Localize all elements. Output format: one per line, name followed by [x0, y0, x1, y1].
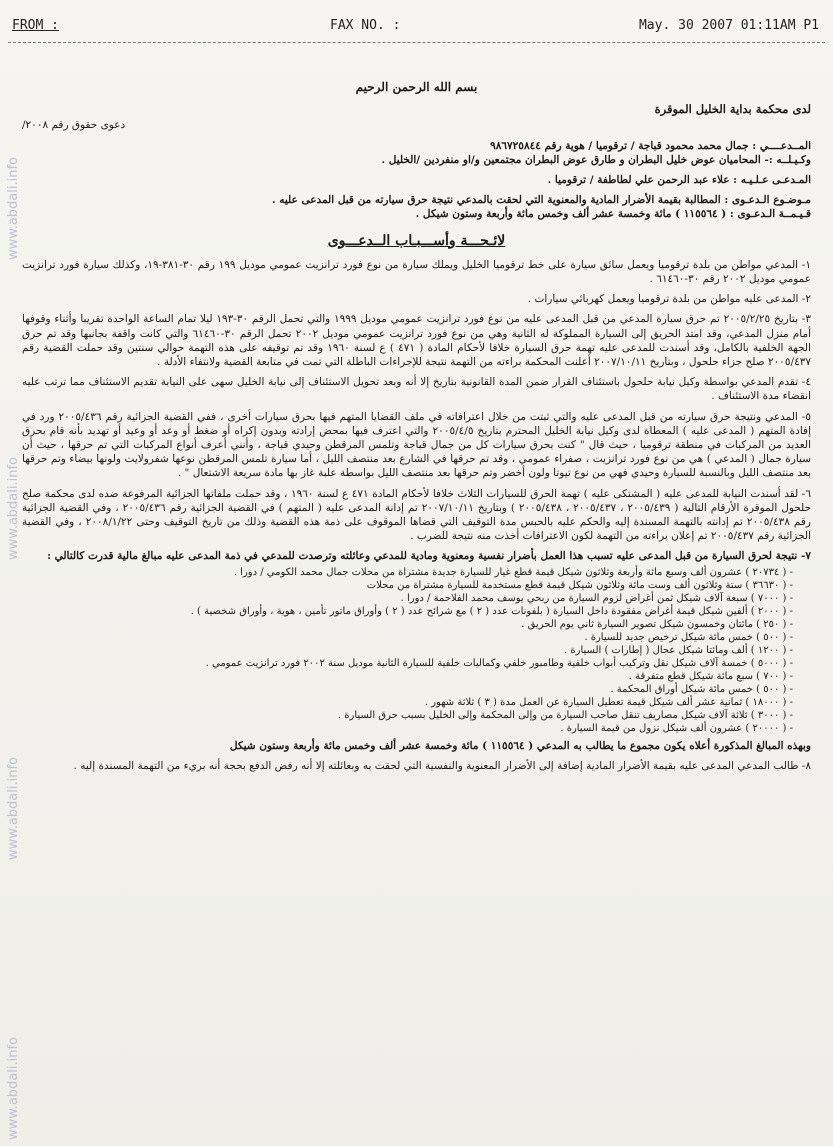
watermark: www.abdali.info — [6, 1036, 21, 1140]
damages-list — [22, 566, 811, 735]
paragraph-3: ٣- بتاريخ ٢٠٠٥/٢/٢٥ تم حرق سيارة المدعي من قبل المدعى عليه من نوع فورد ترانزيت عمومي موديل ١٩٩٩ والتي تحمل الرقم ٣٠-١٩٣ ليلا تمام الساعة الواحدة تقريبا وأثناء وقوفها أمام منزل المدعي، وقد امتد الحريق إلى السيارة المملوكة له الثانية وهي من نوع فورد ترانزيت عمومي موديل ٢٠٠٢ تحمل الرقم ٣٠-٦١٤٦٠ والتي كانت واقفة بجانبها وقد تم حرق الجهة الخلفية بالكامل، وقد أسندت للمدعى عليه تهمة حرق السيارة خلافا لأحكام المادة ( ٤٧١ ) ع لسنة ١٩٦٠ وقد تم توقيفه على هذه التهمة حوالي سنتين وقد حملت القضية رقم ٢٠٠٥/٤٣٧ صلح جزاء حلحول ، وبتاريخ ٢٠٠٧/١٠/١١ أعلنت المحكمة براءته من التهمة نتيجة للإجراءات الباطلة التي تمت في متابعة القضية ولانتفاء الأدلة . — [22, 313, 811, 369]
paragraph-6: ٦- لقد أسندت النيابة للمدعى عليه ( المشتكى عليه ) تهمة الحرق للسيارات الثلاث خلافا لأحكام المادة ٤٧١ ع لسنة ١٩٦٠ ، وقد حملت ملفاتها الجزائية المرفوعة ضده لدى محكمة صلح حلحول الموقرة الأرقام التالية ( ٢٠٠٥/٤٣٩ ، ٢٠٠٥/٤٣٧ ، ٢٠٠٥/٤٣٨ ) وبتاريخ ٢٠٠٧/١٠/١١ تم إدانة المدعى عليه ( المتهم ) في القضية الجزائية رقم ٢٠٠٥/٤٣٦ ، وفي القضية الجزائية رقم ٢٠٠٥/٤٣٨ تم إدانته بالتهمة المسندة إليه والحكم عليه بالحبس مدة التوقيف التي قضاها الموقوف على ذمة هذه القضية وذلك من تاريخ التوقيف وحتى ٢٠٠٨/١/٢٢ ، وفي القضية الجزائية رقم ٢٠٠٥/٤٣٧ تم إعلان براءته من التهمة لكون الاعترافات أخذت منه نتيجة للضرب . — [22, 487, 812, 543]
paragraph-4: ٤- تقدم المدعي بواسطة وكيل نيابة حلحول باستئناف القرار ضمن المدة القانونية بتاريخ إلا أنه وبعد تحويل الاستئناف إلى نيابة الخليل سهى على النيابة تقديم الاستئناف مما ترتب عليه انقضاء مدة الاستئناف . — [22, 376, 811, 403]
damage-item: - ( ٣٠٠٠ ) ثلاثة آلاف شيكل مصاريف تنقل صاحب السيارة من وإلى المحكمة وإلى الخليل بسبب حرق السيارة . — [337, 709, 793, 721]
damage-item: - ( ١٨٠٠٠ ) ثمانية عشر ألف شيكل قيمة تعطيل السيارة عن العمل مدة ( ٣ ) ثلاثة شهور . — [424, 696, 793, 708]
plaintiff: المــدعــــي : جمال محمد محمود قباجة / ترقوميا / هوية رقم ٩٨٦٧٢٥٨٤٤ — [490, 139, 811, 152]
damage-item: - ( ٢٠٧٣٤ ) عشرون ألف وسبع مائة وأربعة وثلاثون شيكل قيمة قطع غيار للسيارة جديدة مشتراة من محلات جمال محمد الكومي / دورا . — [233, 566, 793, 578]
paragraph-2: ٢- المدعى عليه مواطن من بلدة ترقوميا ويعمل كهربائي سيارات . — [527, 293, 811, 306]
defendant: المـدعـى عـلـيـه : علاء عبد الرحمن علي لطاطفة / ترقوميا . — [547, 174, 811, 187]
plaintiff-agents: وكـيـلــه :- المحاميان عوض خليل البطران و طارق عوض البطران مجتمعين و/او منفردين /الخليل . — [381, 153, 811, 166]
basmala: بسم الله الرحمن الرحيم — [355, 80, 478, 94]
fax-header — [0, 14, 833, 40]
paragraph-8: ٨- طالب المدعي المدعى عليه بقيمة الأضرار المادية إضافة إلى الأضرار المعنوية والنفسية التي لحقت به وبعائلته إلا أنه رفض الدفع بحجة أنه بريء من التهمة المسندة إليه . — [73, 759, 811, 772]
damage-item: - ( ٧٠٠٠ ) سبعة آلاف شيكل ثمن أغراض لزوم السيارة من ربحي يوسف محمد الفلاحمة / دورا . — [400, 592, 793, 604]
case-number: دعوى حقوق رقم ٢٠٠٨/ — [22, 119, 126, 132]
damage-item: - ( ١٢٠٠ ) ألف ومائتا شيكل عجال ( إطارات ) السيارة . — [564, 644, 793, 656]
total-claim: وبهذه المبالغ المذكورة أعلاه يكون مجموع ما يطالب به المدعي ( ١١٥٥٦٤ ) مائة وخمسة عشر ألف وخمس مائة وأربعة وستون شيكل — [229, 739, 811, 752]
damage-item: - ( ٢٠٠٠ ) ألفين شيكل قيمة أغراض مفقودة داخل السيارة ( بلفونات عدد ( ٢ ) مع شرائح عدد ( ٢ ) وأوراق ماتور تأمين ، هوية ، وأوراق شخصية ) . — [190, 605, 793, 617]
damage-item: - ( ٢٠٠٠٠ ) عشرون ألف شيكل نزول من قيمة السيارة . — [560, 722, 793, 734]
fax-datetime: May. 30 2007 01:11AM P1 — [638, 18, 819, 33]
watermark: www.abdali.info — [6, 156, 21, 260]
court-name: لدى محكمة بداية الخليل الموقرة — [654, 102, 811, 117]
watermark: www.abdali.info — [6, 756, 21, 860]
damage-item: - ( ٥٠٠ ) خمس مائة شيكل أوراق المحكمة . — [610, 683, 793, 695]
watermark: www.abdali.info — [6, 456, 21, 560]
paragraph-7: ٧- نتيجة لحرق السيارة من قبل المدعى عليه تسبب هذا العمل بأضرار نفسية ومعنوية ومادية للمدعي وعائلته وترصدت للمدعي في ذمة المدعى عليه مبالغ مالية قدرت كالتالي : — [47, 550, 811, 563]
facts-title: لائـحـــة وأســـبـاب الــدعـــوى — [327, 232, 506, 249]
damage-item: - ( ٥٠٠٠ ) خمسة آلاف شيكل نقل وتركيب أبواب خلفية وطامبور خلفي وكماليات خلفية للسيارة الثانية موديل سنة ٢٠٠٢ فورد ترانزيت عمومي . — [205, 657, 793, 669]
paragraph-1: ١- المدعي مواطن من بلدة ترقوميا ويعمل سائق سيارة على خط ترقوميا الخليل ويملك سيارة من نوع فورد ترانزيت عمومي موديل ١٩٩ رقم ٣٠-٣٨١-١٩، وكذلك سيارة فورد ترانزيت عمومي موديل ٢٠٠٢ رقم ٣٠-٦١٤٦٠ . — [22, 258, 811, 286]
fax-header-rule — [8, 42, 825, 43]
fax-number-label: FAX NO. : — [330, 18, 401, 33]
damage-item: - ( ٥٠٠ ) خمس مائة شيكل ترخيص جديد للسيارة . — [584, 631, 793, 643]
damage-item: - ( ٣٦٦٣٠ ) ستة وثلاثون ألف وست مائة وثلاثون شيكل قيمة قطع مستخدمة للسيارة مشتراة من محلات — [366, 579, 793, 591]
fax-from — [12, 18, 59, 33]
paragraph-5: ٥- المدعي ونتيجة حرق سيارته من قبل المدعى عليه والتي ثبتت من خلال اعترافاته في ملف القضايا المتهم فيها بحرق سيارات أخرى ، ففي القضية الجزائية رقم ٢٠٠٥/٤٣٦ ورد في إفادة المتهم ( المدعى عليه ) المعطاة لدى وكيل نيابة الخليل المحترم بتاريخ ٢٠٠٥/٤/٥ والتي اعترف فيها بمحض إرادته وبدون إكراه أو ضغط أو وعد أو وعيد أو تهديد بأنه قام بحرق العديد من المركبات في منطقة ترقوميا ، حيث قال " كنت بحرق سيارات كل من جمال قباجة وتلمس المرقطن وحيدي قباجة ، وأنني أعرف أنواع المركبات التي تم حرقها ، حيث أن سيارة جمال ( المدعي ) هي من نوع فورد ترانزيت ، صفراء عمومي ، وقد تم حرقها في الشارع بعد منتصف الليل ، أما سيارة تلمس المرقطن نوعها شفرولايت ولونها بيضاء وتم حرقها بعد منتصف الليل وبالنسبة للسيارة وحيدي فهي من نوع تيوتا ولون أخضر وتم حرقها بعد منتصف الليل بواسطة علبة غاز بها مادة سريعة الاشتعال " . — [22, 410, 811, 480]
case-value: قـيـمــة الـدعـوى : ( ١١٥٥٦٤ ) مائة وخمسة عشر ألف وخمس مائة وأربعة وستون شيكل . — [415, 208, 811, 221]
case-subject: مـوضـوع الـدعـوى : المطالبة بقيمة الأضرار المادية والمعنوية التي لحقت بالمدعي نتيجة حرق سيارته من قبل المدعى عليه . — [271, 194, 811, 207]
damage-item: - ( ٢٥٠ ) مائتان وخمسون شيكل تصوير السيارة ثاني يوم الحريق . — [521, 618, 793, 630]
damage-item: - ( ٧٠٠ ) سبع مائة شيكل قطع متفرقة . — [628, 670, 793, 682]
document-body — [22, 80, 811, 1126]
fax-from-label: FROM : — [12, 18, 59, 33]
